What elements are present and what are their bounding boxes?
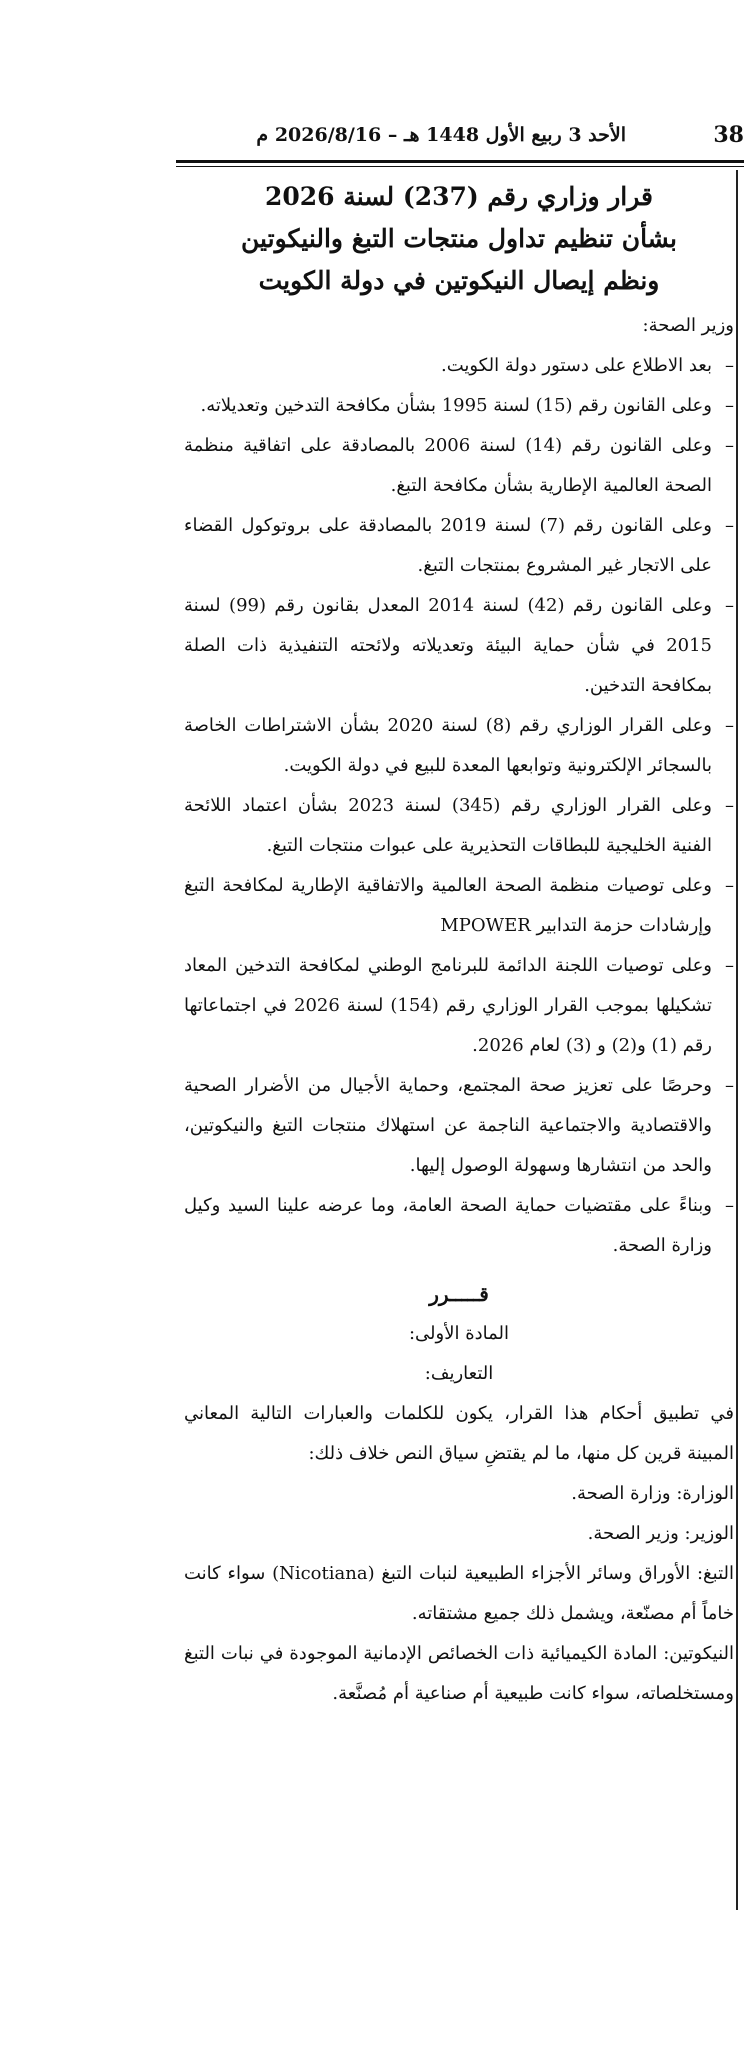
recital-item <box>184 1186 734 1266</box>
recital-item <box>184 586 734 706</box>
decree-title <box>184 176 734 302</box>
recital-text: وبناءً على مقتضيات حماية الصحة العامة، وما عرضه علينا السيد وكيل وزارة الصحة. <box>184 1195 712 1256</box>
recital-text: وعلى القانون رقم (14) لسنة 2006 بالمصادقة على اتفاقية منظمة الصحة العالمية الإطارية بشأن مكافحة التبغ. <box>184 435 712 496</box>
dash-bullet: – <box>725 595 734 616</box>
definition-nicotine: النيكوتين: المادة الكيميائية ذات الخصائص الإدمانية الموجودة في نبات التبغ ومستخلصاته، سواء كانت طبيعية أم صناعية أم مُصنَّعة. <box>184 1643 734 1704</box>
page-number: 38 <box>713 122 744 148</box>
article-title: المادة الأولى: <box>408 1323 510 1344</box>
recital-text: بعد الاطلاع على دستور دولة الكويت. <box>440 355 712 376</box>
title-line-2: بشأن تنظيم تداول منتجات التبغ والنيكوتين <box>241 224 677 253</box>
document-body <box>184 176 734 1714</box>
dash-bullet: – <box>725 875 734 896</box>
recital-item <box>184 786 734 866</box>
dash-bullet: – <box>725 515 734 536</box>
column-divider <box>736 170 738 1910</box>
title-line-1: قرار وزاري رقم (237) لسنة 2026 <box>265 182 653 211</box>
recital-text: وعلى توصيات منظمة الصحة العالمية والاتفاقية الإطارية لمكافحة التبغ وإرشادات حزمة التدابير MPOWER <box>184 875 712 936</box>
recital-item <box>184 426 734 506</box>
header-rule-thick <box>176 160 744 163</box>
recital-text: وعلى القرار الوزاري رقم (345) لسنة 2023 بشأن اعتماد اللائحة الفنية الخليجية للبطاقات التحذيرية على عبوات منتجات التبغ. <box>184 795 712 856</box>
definition-minister: الوزير: وزير الصحة. <box>587 1523 734 1544</box>
recital-item <box>184 946 734 1066</box>
recital-item <box>184 386 734 426</box>
dash-bullet: – <box>725 955 734 976</box>
dash-bullet: – <box>725 1075 734 1096</box>
title-line-3: ونظم إيصال النيكوتين في دولة الكويت <box>258 266 660 295</box>
recital-text: وعلى القانون رقم (15) لسنة 1995 بشأن مكافحة التدخين وتعديلاته. <box>200 395 712 416</box>
recital-item <box>184 506 734 586</box>
dash-bullet: – <box>725 435 734 456</box>
dash-bullet: – <box>725 795 734 816</box>
recital-text: وعلى القانون رقم (42) لسنة 2014 المعدل بقانون رقم (99) لسنة 2015 في شأن حماية البيئة وتعديلاته ولائحته التنفيذية ذات الصلة بمكافحة التدخين. <box>184 595 713 696</box>
recital-text: وحرصًا على تعزيز صحة المجتمع، وحماية الأجيال من الأضرار الصحية والاقتصادية والاجتماعية الناجمة عن استهلاك منتجات التبغ والنيكوتين، والحد من انتشارها وسهولة الوصول إليها. <box>184 1075 712 1176</box>
definition-tobacco: التبغ: الأوراق وسائر الأجزاء الطبيعية لنبات التبغ (Nicotiana) سواء كانت خاماً أم مصنّعة، ويشمل ذلك جميع مشتقاته. <box>184 1563 734 1624</box>
recital-text: وعلى القانون رقم (7) لسنة 2019 بالمصادقة على بروتوكول القضاء على الاتجار غير المشروع بمنتجات التبغ. <box>184 515 712 576</box>
dash-bullet: – <box>725 1195 734 1216</box>
definitions-title: التعاريف: <box>424 1363 494 1384</box>
decree-heading: قـــــرر <box>429 1282 489 1306</box>
minister-intro: وزير الصحة: <box>642 315 734 336</box>
page-header <box>176 118 744 158</box>
recitals-list <box>184 346 734 1266</box>
header-date: الأحد 3 ربيع الأول 1448 هـ – 2026/8/16 م <box>256 124 626 146</box>
recital-item <box>184 706 734 786</box>
definition-ministry: الوزارة: وزارة الصحة. <box>571 1483 734 1504</box>
recital-item <box>184 1066 734 1186</box>
definitions-intro: في تطبيق أحكام هذا القرار، يكون للكلمات والعبارات التالية المعاني المبينة قرين كل منها، ما لم يقتضِ سياق النص خلاف ذلك: <box>184 1403 734 1464</box>
recital-text: وعلى توصيات اللجنة الدائمة للبرنامج الوطني لمكافحة التدخين المعاد تشكيلها بموجب القرار الوزاري رقم (154) لسنة 2026 في اجتماعاتها رقم (1) و(2) و (3) لعام 2026. <box>184 955 712 1056</box>
recital-text: وعلى القرار الوزاري رقم (8) لسنة 2020 بشأن الاشتراطات الخاصة بالسجائر الإلكترونية وتوابعها المعدة للبيع في دولة الكويت. <box>184 715 713 776</box>
dash-bullet: – <box>725 355 734 376</box>
recital-item <box>184 346 734 386</box>
dash-bullet: – <box>725 395 734 416</box>
recital-item <box>184 866 734 946</box>
dash-bullet: – <box>725 715 734 736</box>
header-rule-thin <box>176 166 744 167</box>
